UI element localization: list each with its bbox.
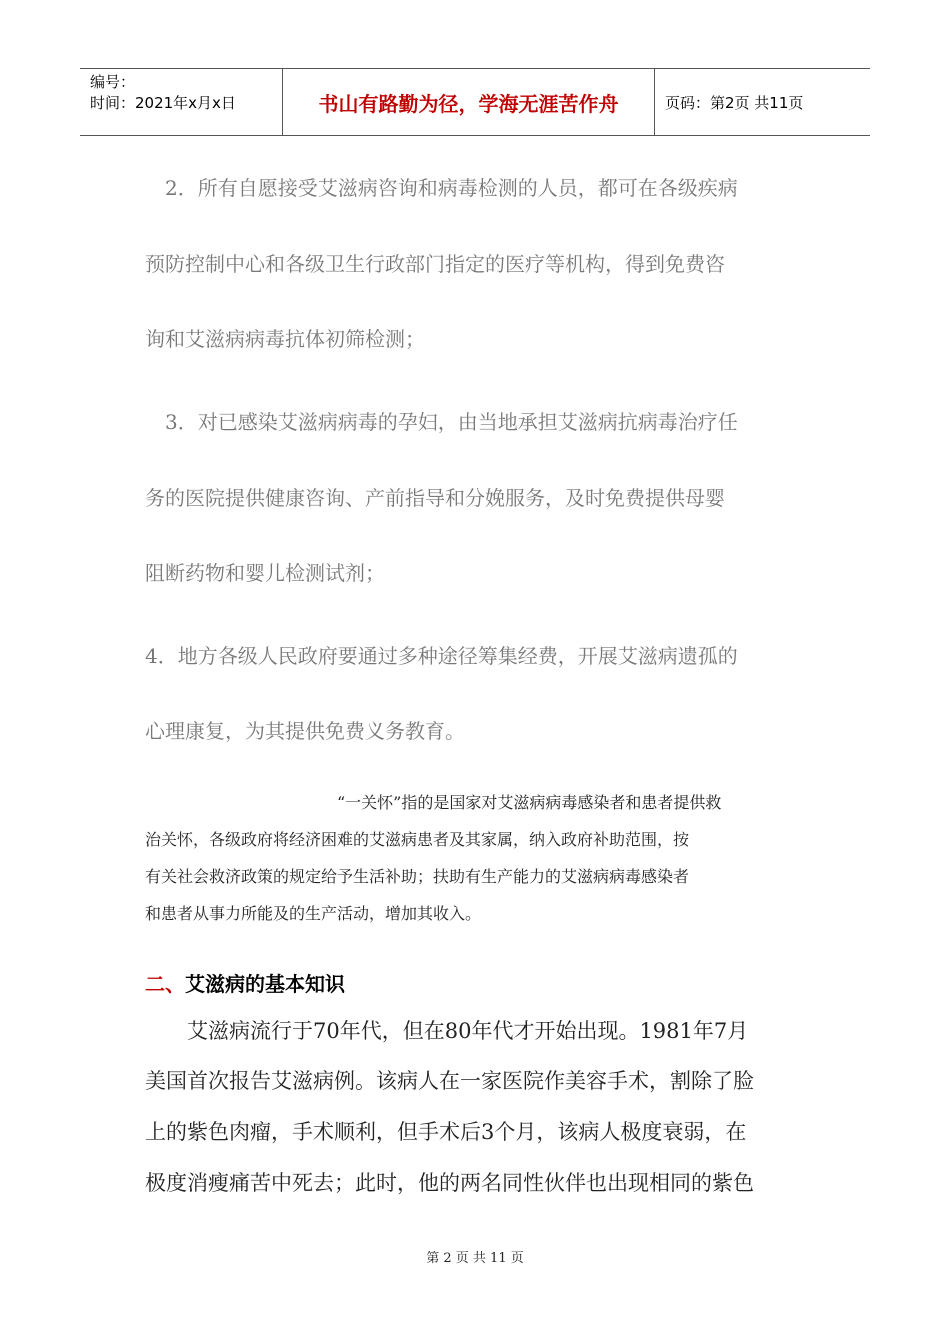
section-number: 二、 xyxy=(145,972,185,996)
section-title: 艾滋病的基本知识 xyxy=(185,972,345,996)
page-header xyxy=(80,68,870,136)
paragraph-3-line-1: 3．对已感染艾滋病病毒的孕妇，由当地承担艾滋病抗病毒治疗任 xyxy=(145,410,738,434)
paragraph-4-line-1: 4．地方各级人民政府要通过多种途径筹集经费，开展艾滋病遗孤的 xyxy=(145,644,738,668)
paragraph-3-line-2: 务的医院提供健康咨询、产前指导和分娩服务，及时免费提供母婴 xyxy=(145,486,725,510)
body-line-4: 极度消瘦痛苦中死去；此时，他的两名同性伙伴也出现相同的紫色 xyxy=(145,1171,754,1195)
paragraph-2-line-1: 2．所有自愿接受艾滋病咨询和病毒检测的人员，都可在各级疾病 xyxy=(145,176,738,200)
paragraph-2-line-3: 询和艾滋病病毒抗体初筛检测； xyxy=(145,327,425,351)
page-footer: 第 2 页 共 11 页 xyxy=(426,1251,524,1266)
paragraph-4-line-2: 心理康复，为其提供免费义务教育。 xyxy=(145,719,465,743)
body-line-3: 上的紫色肉瘤，手术顺利，但手术后3个月，该病人极度衰弱，在 xyxy=(145,1120,747,1144)
doc-number: 编号： xyxy=(90,73,136,91)
care-line-1: “一关怀”指的是国家对艾滋病病毒感染者和患者提供救 xyxy=(145,793,722,812)
header-page-number: 页码：第2页 共11页 xyxy=(665,93,804,112)
header-meta xyxy=(80,69,283,135)
doc-time: 时间：2021年x月x日 xyxy=(90,94,236,112)
paragraph-2-line-2: 预防控制中心和各级卫生行政部门指定的医疗等机构，得到免费咨 xyxy=(145,252,725,276)
section-heading xyxy=(145,968,345,997)
header-motto: 书山有路勤为径，学海无涯苦作舟 xyxy=(283,69,655,135)
care-line-4: 和患者从事力所能及的生产活动，增加其收入。 xyxy=(145,904,482,923)
body-line-1: 艾滋病流行于70年代，但在80年代才开始出现。1981年7月 xyxy=(145,1019,749,1043)
care-line-3: 有关社会救济政策的规定给予生活补助；扶助有生产能力的艾滋病病毒感染者 xyxy=(145,867,690,886)
care-line-2: 治关怀，各级政府将经济困难的艾滋病患者及其家属，纳入政府补助范围，按 xyxy=(145,830,690,849)
paragraph-3-line-3: 阻断药物和婴儿检测试剂； xyxy=(145,561,385,585)
body-line-2: 美国首次报告艾滋病例。该病人在一家医院作美容手术，割除了脸 xyxy=(145,1069,754,1093)
